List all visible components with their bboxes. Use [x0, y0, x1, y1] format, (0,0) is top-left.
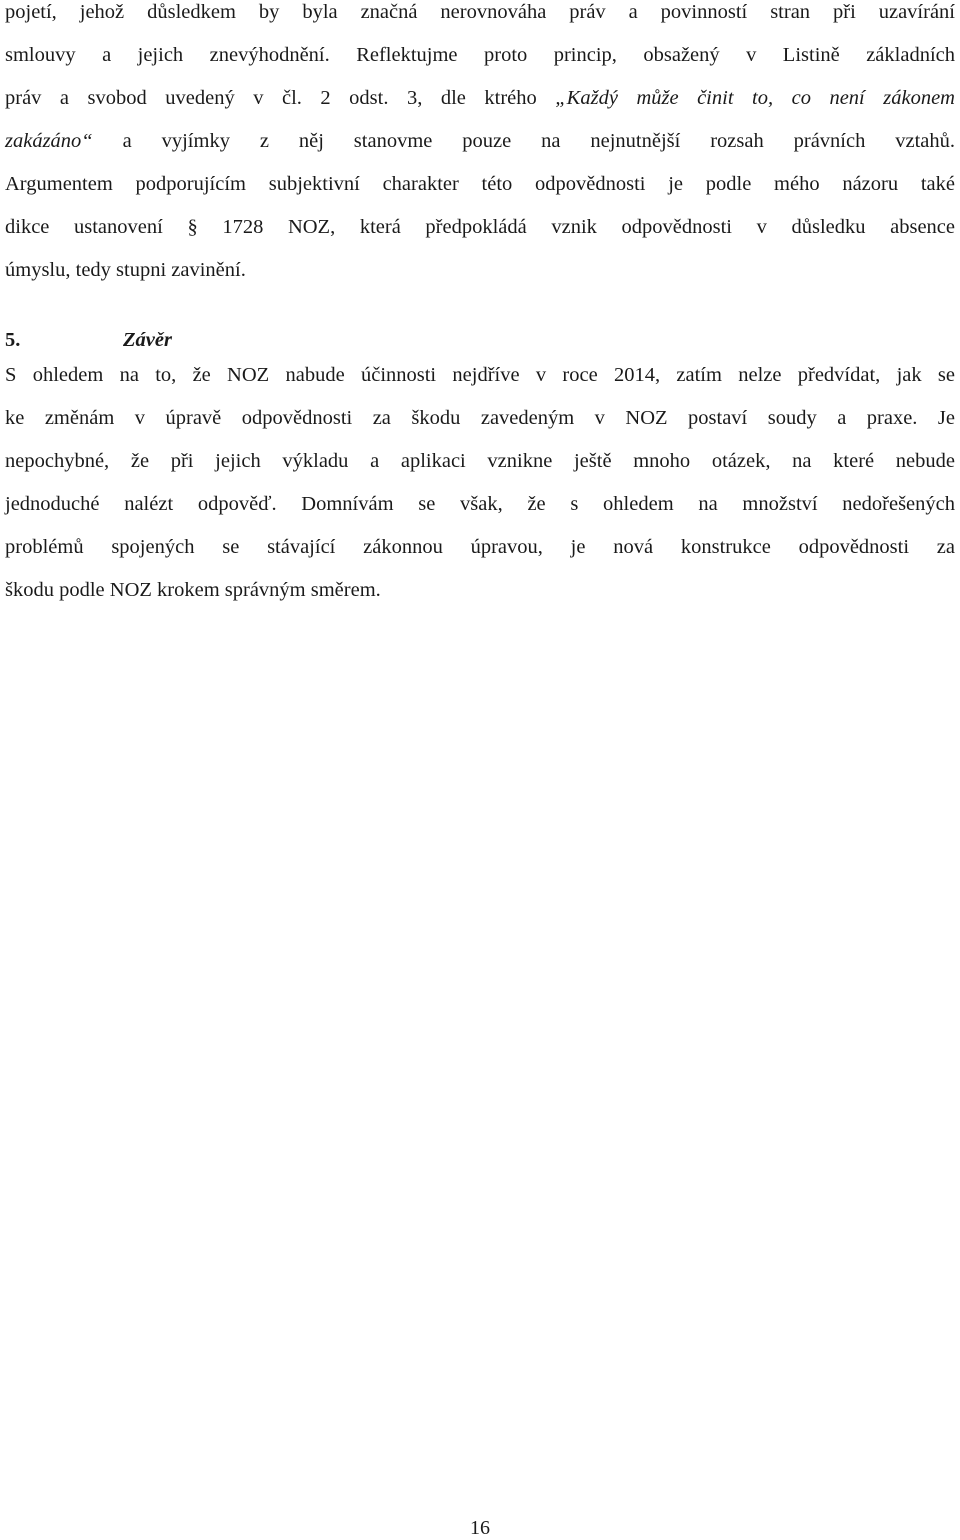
paragraph-1-line-1: pojetí, jehož důsledkem by byla značná nerovnováha práv a povinností stran při uzavírání — [5, 1, 955, 23]
paragraph-1-line-7: úmyslu, tedy stupni zavinění. — [5, 259, 246, 281]
paragraph-1-line-3 — [5, 86, 955, 110]
paragraph-2-line-6: škodu podle NOZ krokem správným směrem. — [5, 579, 381, 601]
constitution-quote-start: „Každý může činit to, co není zákonem — [555, 87, 955, 109]
paragraph-1-line-2: smlouvy a jejich znevýhodnění. Reflektujme proto princip, obsažený v Listině základních — [5, 44, 955, 66]
paragraph-2-line-2: ke změnám v úpravě odpovědnosti za škodu zavedeným v NOZ postaví soudy a praxe. Je — [5, 407, 955, 429]
paragraph-1-line-6: dikce ustanovení § 1728 NOZ, která předpokládá vznik odpovědnosti v důsledku absence — [5, 216, 955, 238]
constitution-quote-end: zakázáno“ — [5, 130, 93, 152]
paragraph-2-line-1: S ohledem na to, že NOZ nabude účinnosti nejdříve v roce 2014, zatím nelze předvídat, jak se — [5, 364, 955, 386]
page-number: 16 — [470, 1517, 490, 1539]
paragraph-2-line-5: problémů spojených se stávající zákonnou úpravou, je nová konstrukce odpovědnosti za — [5, 536, 955, 558]
section-title: Závěr — [123, 329, 172, 351]
paragraph-2-line-4: jednoduché nalézt odpověď. Domnívám se však, že s ohledem na množství nedořešených — [5, 493, 955, 515]
paragraph-1-line-4-text: a vyjímky z něj stanovme pouze na nejnutnější rozsah právních vztahů. — [92, 130, 955, 152]
paragraph-1-line-5: Argumentem podporujícím subjektivní charakter této odpovědnosti je podle mého názoru také — [5, 173, 955, 195]
section-heading — [5, 328, 172, 352]
paragraph-1-line-3-text: práv a svobod uvedený v čl. 2 odst. 3, dle ktrého — [5, 87, 556, 109]
section-number: 5. — [5, 329, 21, 351]
paragraph-2-line-3: nepochybné, že při jejich výkladu a aplikaci vznikne ještě mnoho otázek, na které nebude — [5, 450, 955, 472]
paragraph-1-line-4 — [5, 129, 955, 153]
